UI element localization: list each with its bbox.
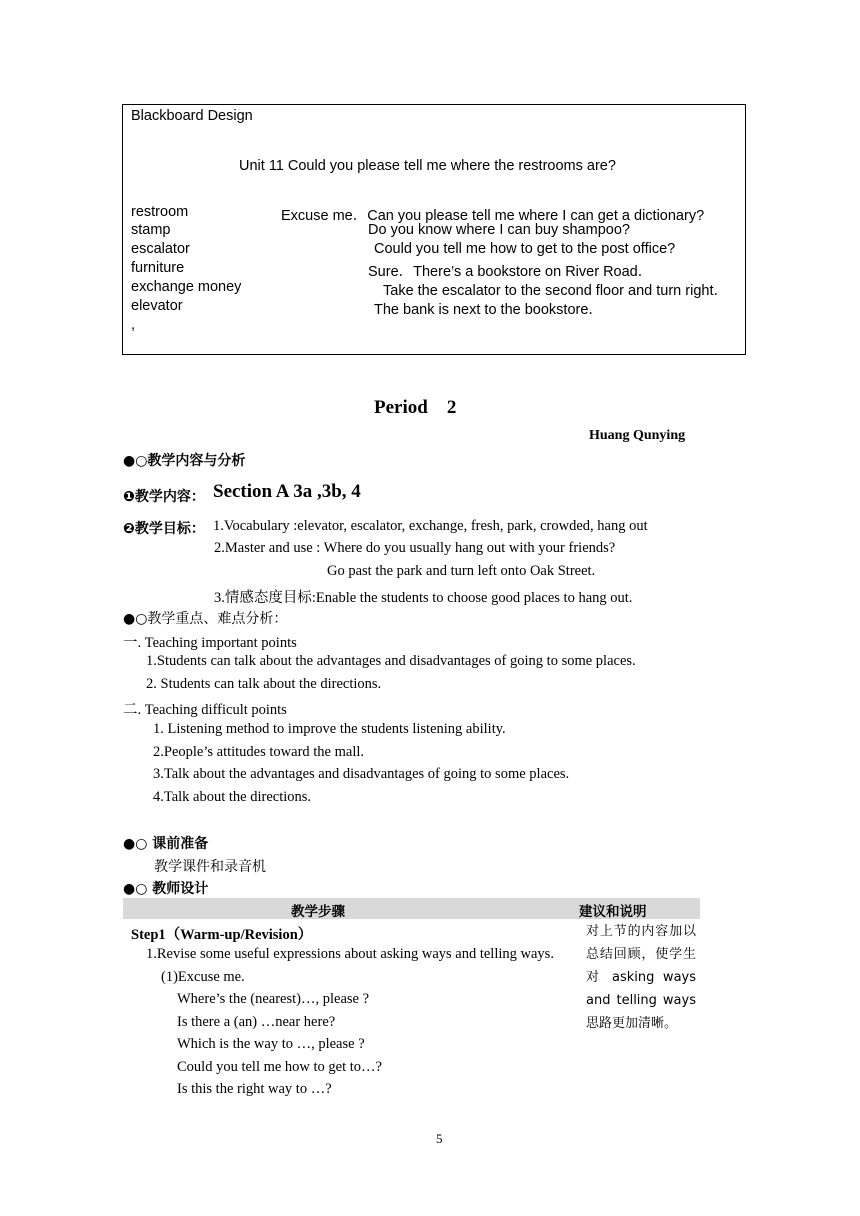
content-label: ❶教学内容： (123, 489, 205, 505)
sentence-item: Sure．There’s a bookstore on River Road． (368, 264, 653, 280)
blackboard-heading: Blackboard Design (131, 108, 253, 124)
important-point: 1.Students can talk about the advantages and disadvantages of going to some places. (146, 653, 636, 669)
sentence-item: Do you know where I can buy shampoo? (368, 222, 630, 238)
goal-line: 2.Master and use : Where do you usually hang out with your friends? (214, 540, 616, 556)
section-heading-key-points: ●○教学重点、难点分析： (123, 611, 288, 627)
author: Huang Qunying (589, 428, 686, 443)
column-header-notes: 建议和说明 (579, 904, 647, 920)
vocab-item: escalator (131, 241, 190, 257)
expression-line: Where’s the (nearest)…, please ? (177, 991, 370, 1007)
section-heading-teacher-design: ●○ 教师设计 (123, 881, 209, 897)
section-heading-preparation: ●○ 课前准备 (123, 836, 209, 852)
sentence-item: Could you tell me how to get to the post office? (374, 241, 676, 257)
vocab-item: elevator (131, 298, 183, 314)
goal-line: 1.Vocabulary :elevator, escalator, exchange, fresh, park, crowded, hang out (213, 518, 648, 534)
difficult-point: 4.Talk about the directions. (153, 789, 312, 805)
content-value: Section A 3a ,3b, 4 (213, 481, 361, 502)
difficult-point: 3.Talk about the advantages and disadvantages of going to some places. (153, 766, 570, 782)
sentence-item: Excuse me．Can you please tell me where I can get a dictionary? (281, 208, 705, 224)
goal-line: Go past the park and turn left onto Oak Street. (327, 563, 596, 579)
unit-title: Unit 11 Could you please tell me where the restrooms are? (239, 158, 616, 174)
step-title: Step1（Warm-up/Revision） (131, 927, 313, 943)
sentence-item: The bank is next to the bookstore． (374, 302, 603, 318)
column-header-steps: 教学步骤 (291, 904, 345, 920)
step-intro: 1.Revise some useful expressions about asking ways and telling ways. (146, 946, 554, 962)
important-heading: 一. Teaching important points (123, 635, 297, 651)
vocab-item: stamp (131, 222, 171, 238)
vocab-item: , (131, 317, 136, 333)
preparation-text: 教学课件和录音机 (154, 859, 266, 875)
section-heading-content-analysis: ●○教学内容与分析 (123, 453, 246, 469)
expression-line: Which is the way to …, please ? (177, 1036, 365, 1052)
difficult-point: 1. Listening method to improve the students listening ability. (153, 721, 506, 737)
expression-line: (1)Excuse me. (161, 969, 245, 985)
page-number: 5 (436, 1131, 443, 1146)
expression-line: Is there a (an) …near here? (177, 1014, 336, 1030)
difficult-heading: 二. Teaching difficult points (123, 702, 287, 718)
difficult-point: 2.People’s attitudes toward the mall. (153, 744, 365, 760)
vocab-item: furniture (131, 260, 185, 276)
expression-line: Is this the right way to …? (177, 1081, 332, 1097)
vocab-item: restroom (131, 204, 189, 220)
important-point: 2. Students can talk about the directions. (146, 676, 382, 692)
vocab-item: exchange money (131, 279, 242, 295)
step-note: 对上节的内容加以总结回顾，使学生对 asking ways and telling ways思路更加清晰。 (586, 924, 696, 1031)
goal-line: 3.情感态度目标:Enable the students to choose good places to hang out. (214, 590, 633, 606)
goal-label: ❷教学目标： (123, 521, 205, 537)
expression-line: Could you tell me how to get to…? (177, 1059, 382, 1075)
period-title: Period 2 (374, 397, 457, 418)
sentence-item: Take the escalator to the second floor and turn right． (383, 283, 728, 299)
